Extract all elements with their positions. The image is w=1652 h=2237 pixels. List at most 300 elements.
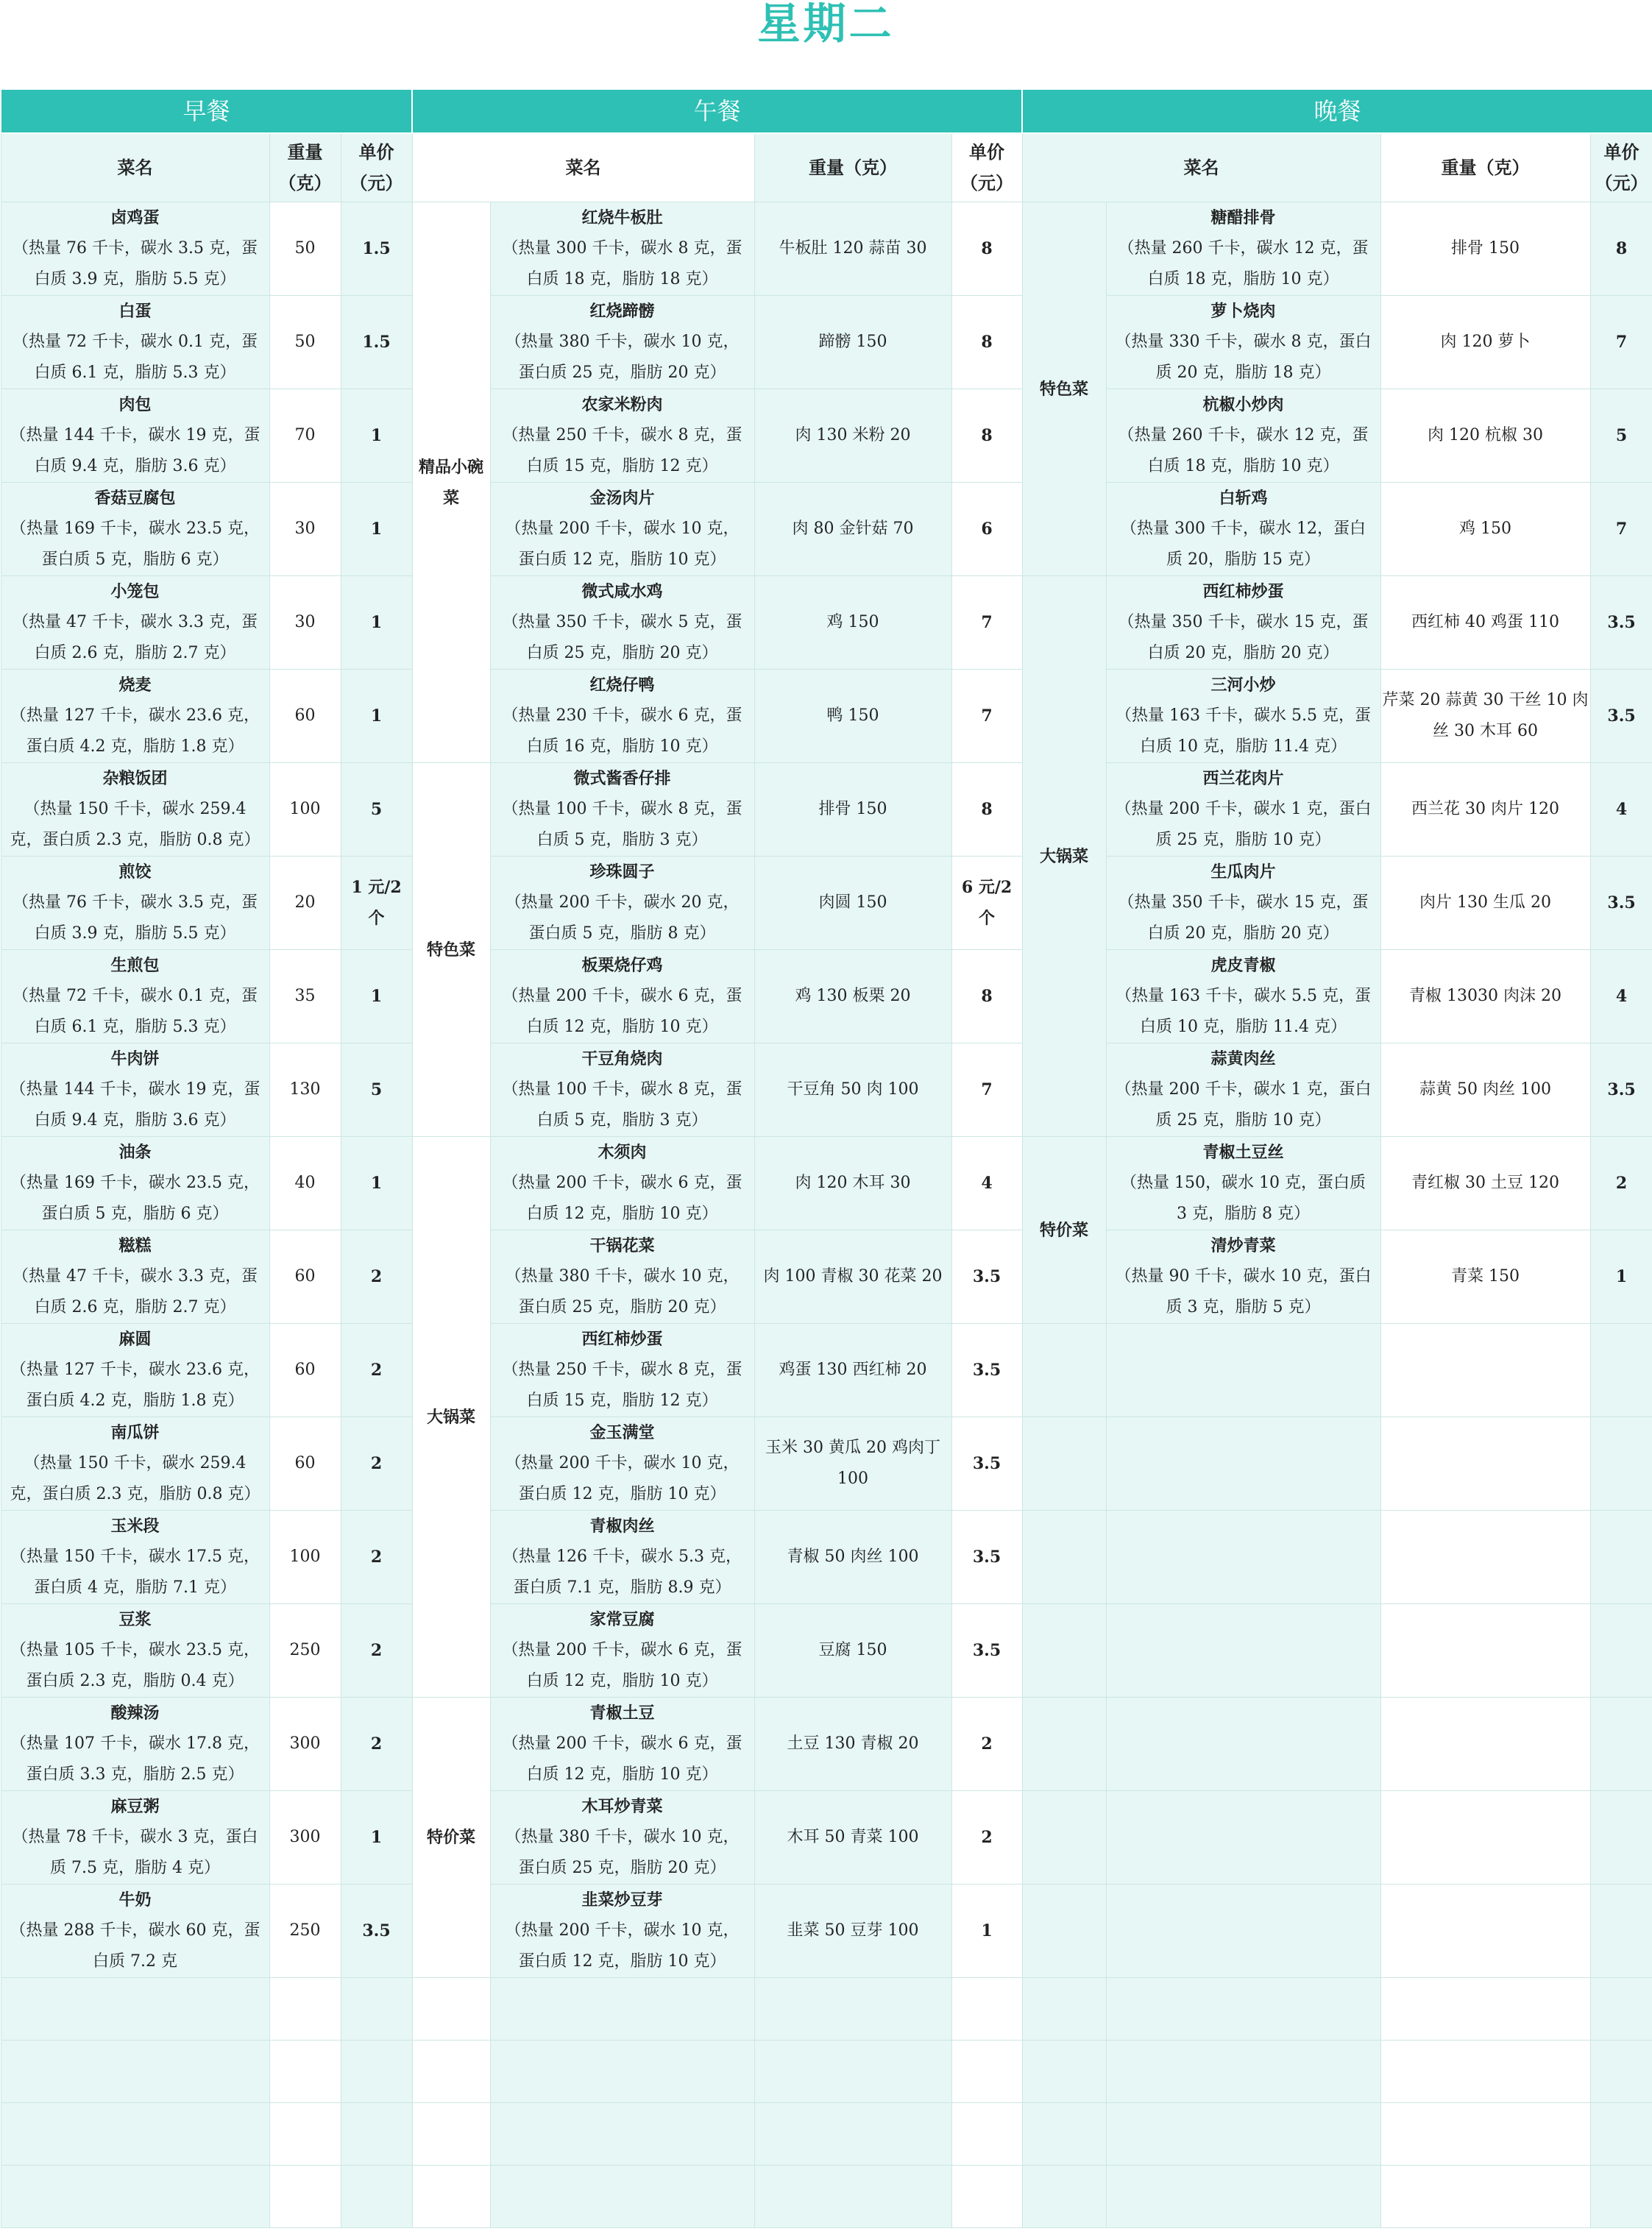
- table-row: [1, 1791, 1652, 1885]
- dish-nutrition: （热量 150，碳水 10 克，蛋白质 3 克，脂肪 8 克）: [1121, 1174, 1366, 1223]
- breakfast-dish: [1, 1324, 269, 1417]
- dinner-empty: [1106, 1324, 1380, 1417]
- dinner-price: 1: [1590, 1230, 1652, 1324]
- breakfast-dish: [1, 1511, 269, 1604]
- breakfast-weight: 40: [269, 1137, 341, 1230]
- breakfast-price: 1: [341, 950, 412, 1043]
- table-row: [1, 763, 1652, 857]
- lunch-dish: [490, 1604, 754, 1698]
- empty-cell: [1, 2103, 269, 2166]
- dinner-empty: [1106, 1604, 1380, 1698]
- table-row: [1, 950, 1652, 1043]
- breakfast-price: 2: [341, 1230, 412, 1324]
- lunch-dish: [490, 670, 754, 763]
- table-row: [1, 202, 1652, 296]
- dinner-empty: [1022, 1604, 1106, 1698]
- dish-nutrition: （热量 200 千卡，碳水 6 克，蛋白质 12 克，脂肪 10 克）: [502, 1641, 742, 1690]
- dinner-weight: 排骨 150: [1380, 202, 1590, 296]
- breakfast-weight: 250: [269, 1885, 341, 1978]
- dish-name: 青椒肉丝: [589, 1517, 655, 1536]
- header-weight: 重量（克）: [1380, 133, 1590, 202]
- dish-name: 蒜黄肉丝: [1210, 1049, 1276, 1068]
- dish-nutrition: （热量 200 千卡，碳水 6 克，蛋白质 12 克，脂肪 10 克）: [502, 1734, 742, 1784]
- dish-nutrition: （热量 350 千卡，碳水 5 克，蛋白质 25 克，脂肪 20 克）: [502, 613, 742, 662]
- dish-nutrition: （热量 144 千卡，碳水 19 克，蛋白质 9.4 克，脂肪 3.6 克）: [10, 426, 260, 475]
- breakfast-weight: 20: [269, 857, 341, 950]
- breakfast-dish: [1, 1604, 269, 1698]
- dinner-weight: 肉 120 萝卜: [1380, 296, 1590, 389]
- dish-nutrition: （热量 200 千卡，碳水 10 克，蛋白质 12 克，脂肪 10 克）: [505, 1454, 740, 1503]
- dinner-weight: 青椒 13030 肉沫 20: [1380, 950, 1590, 1043]
- dinner-weight: 肉片 130 生瓜 20: [1380, 857, 1590, 950]
- dish-nutrition: （热量 380 千卡，碳水 10 克，蛋白质 25 克，脂肪 20 克）: [505, 1828, 740, 1877]
- dish-name: 麻圆: [118, 1330, 152, 1349]
- lunch-weight: 青椒 50 肉丝 100: [754, 1511, 951, 1604]
- dish-name: 香菇豆腐包: [94, 489, 176, 508]
- table-row: [1, 296, 1652, 389]
- dish-nutrition: （热量 126 千卡，碳水 5.3 克，蛋白质 7.1 克，脂肪 8.9 克）: [503, 1548, 742, 1597]
- table-row: [1, 1885, 1652, 1978]
- dinner-dish: [1106, 296, 1380, 389]
- dish-name: 木须肉: [598, 1143, 647, 1162]
- dinner-empty: [1590, 1604, 1652, 1698]
- dish-nutrition: （热量 300 千卡，碳水 12，蛋白质 20，脂肪 15 克）: [1121, 520, 1366, 569]
- dish-name: 三河小炒: [1210, 676, 1276, 695]
- lunch-weight: 土豆 130 青椒 20: [754, 1698, 951, 1791]
- dish-nutrition: （热量 200 千卡，碳水 1 克，蛋白质 25 克，脂肪 10 克）: [1115, 1080, 1372, 1130]
- empty-cell: [1106, 2103, 1380, 2166]
- empty-cell: [341, 2041, 412, 2103]
- breakfast-price: 1.5: [341, 296, 412, 389]
- empty-cell: [412, 2041, 490, 2103]
- dinner-dish: [1106, 389, 1380, 483]
- header-price: 单价（元）: [951, 133, 1022, 202]
- dinner-dish: [1106, 670, 1380, 763]
- dish-nutrition: （热量 76 千卡，碳水 3.5 克，蛋白质 3.9 克，脂肪 5.5 克）: [13, 893, 258, 943]
- dinner-dish: [1106, 1137, 1380, 1230]
- dinner-weight: 芹菜 20 蒜黄 30 干丝 10 肉丝 30 木耳 60: [1380, 670, 1590, 763]
- dinner-dish: [1106, 857, 1380, 950]
- table-row: [1, 670, 1652, 763]
- breakfast-price: 2: [341, 1417, 412, 1511]
- dinner-empty: [1022, 1885, 1106, 1978]
- dish-name: 西红柿炒蛋: [581, 1330, 663, 1349]
- breakfast-price: 1: [341, 576, 412, 670]
- dish-nutrition: （热量 150 千卡，碳水 259.4 克，蛋白质 2.3 克，脂肪 0.8 克）: [10, 1454, 260, 1503]
- table-row: [1, 389, 1652, 483]
- empty-cell: [341, 2166, 412, 2228]
- dish-nutrition: （热量 127 千卡，碳水 23.6 克，蛋白质 4.2 克，脂肪 1.8 克）: [10, 706, 260, 756]
- dish-nutrition: （热量 330 千卡，碳水 8 克，蛋白质 20 克，脂肪 18 克）: [1115, 333, 1372, 382]
- breakfast-dish: [1, 389, 269, 483]
- lunch-dish: [490, 296, 754, 389]
- lunch-weight: 木耳 50 青菜 100: [754, 1791, 951, 1885]
- empty-cell: [341, 1978, 412, 2041]
- dinner-empty: [1590, 1791, 1652, 1885]
- lunch-weight: 肉 120 木耳 30: [754, 1137, 951, 1230]
- lunch-weight: 肉 130 米粉 20: [754, 389, 951, 483]
- dish-name: 干豆角烧肉: [581, 1049, 663, 1068]
- breakfast-price: 2: [341, 1604, 412, 1698]
- lunch-price: 3.5: [951, 1604, 1022, 1698]
- empty-cell: [269, 1978, 341, 2041]
- dish-name: 白蛋: [118, 302, 152, 321]
- lunch-price: 8: [951, 389, 1022, 483]
- lunch-dish: [490, 1230, 754, 1324]
- dish-nutrition: （热量 200 千卡，碳水 10 克，蛋白质 12 克，脂肪 10 克）: [505, 520, 740, 569]
- dinner-empty: [1590, 1511, 1652, 1604]
- dish-nutrition: （热量 260 千卡，碳水 12 克，蛋白质 18 克，脂肪 10 克）: [1118, 426, 1369, 475]
- lunch-dish: [490, 389, 754, 483]
- lunch-weight: 牛板肚 120 蒜苗 30: [754, 202, 951, 296]
- dish-name: 家常豆腐: [589, 1610, 655, 1629]
- table-row: [1, 1511, 1652, 1604]
- empty-cell: [269, 2103, 341, 2166]
- breakfast-weight: 100: [269, 763, 341, 857]
- section-breakfast: 早餐: [1, 89, 412, 133]
- breakfast-price: 3.5: [341, 1885, 412, 1978]
- dinner-weight: 鸡 150: [1380, 483, 1590, 576]
- dinner-empty: [1380, 1324, 1590, 1417]
- dish-name: 微式咸水鸡: [581, 582, 663, 601]
- dish-nutrition: （热量 350 千卡，碳水 15 克，蛋白质 20 克，脂肪 20 克）: [1118, 613, 1369, 662]
- lunch-dish: [490, 763, 754, 857]
- lunch-price: 2: [951, 1791, 1022, 1885]
- table-row: [1, 576, 1652, 670]
- dish-nutrition: （热量 107 千卡，碳水 17.8 克，蛋白质 3.3 克，脂肪 2.5 克）: [10, 1734, 260, 1784]
- breakfast-dish: [1, 950, 269, 1043]
- page-title: 星期二: [757, 0, 895, 49]
- dish-nutrition: （热量 144 千卡，碳水 19 克，蛋白质 9.4 克，脂肪 3.6 克）: [10, 1080, 260, 1130]
- breakfast-dish: [1, 763, 269, 857]
- dish-nutrition: （热量 200 千卡，碳水 6 克，蛋白质 12 克，脂肪 10 克）: [502, 987, 742, 1036]
- breakfast-dish: [1, 296, 269, 389]
- empty-cell: [1590, 1978, 1652, 2041]
- dinner-empty: [1590, 1417, 1652, 1511]
- lunch-weight: 肉圆 150: [754, 857, 951, 950]
- lunch-price: 3.5: [951, 1324, 1022, 1417]
- dinner-empty: [1380, 1604, 1590, 1698]
- lunch-dish: [490, 483, 754, 576]
- lunch-price: 3.5: [951, 1511, 1022, 1604]
- dish-name: 珍珠圆子: [589, 862, 655, 882]
- dinner-dish: [1106, 950, 1380, 1043]
- lunch-dish: [490, 1791, 754, 1885]
- lunch-dish: [490, 576, 754, 670]
- dinner-empty: [1106, 1417, 1380, 1511]
- menu-body: [1, 89, 1652, 2228]
- dinner-price: 3.5: [1590, 576, 1652, 670]
- dish-name: 板栗烧仔鸡: [581, 956, 663, 975]
- lunch-price: 4: [951, 1137, 1022, 1230]
- dish-name: 萝卜烧肉: [1210, 302, 1276, 321]
- empty-cell: [1, 2041, 269, 2103]
- lunch-price: 7: [951, 670, 1022, 763]
- empty-cell: [951, 2166, 1022, 2228]
- dish-name: 金玉满堂: [589, 1423, 655, 1442]
- lunch-weight: 肉 80 金针菇 70: [754, 483, 951, 576]
- dish-name: 油条: [118, 1143, 152, 1162]
- table-row: [1, 1137, 1652, 1230]
- dish-name: 农家米粉肉: [581, 395, 663, 414]
- empty-cell: [269, 2166, 341, 2228]
- table-row: [1, 483, 1652, 576]
- dish-nutrition: （热量 72 千卡，碳水 0.1 克，蛋白质 6.1 克，脂肪 5.3 克）: [13, 987, 258, 1036]
- breakfast-weight: 300: [269, 1791, 341, 1885]
- dinner-weight: 青菜 150: [1380, 1230, 1590, 1324]
- dinner-dish: [1106, 483, 1380, 576]
- lunch-price: 2: [951, 1698, 1022, 1791]
- dinner-dish: [1106, 202, 1380, 296]
- empty-cell: [754, 2103, 951, 2166]
- empty-cell: [1022, 2041, 1106, 2103]
- dish-name: 卤鸡蛋: [110, 208, 160, 227]
- dish-nutrition: （热量 200 千卡，碳水 6 克，蛋白质 12 克，脂肪 10 克）: [502, 1174, 742, 1223]
- empty-cell: [951, 1978, 1022, 2041]
- lunch-price: 1: [951, 1885, 1022, 1978]
- dish-name: 金汤肉片: [589, 489, 655, 508]
- empty-cell: [412, 1978, 490, 2041]
- empty-cell: [754, 2166, 951, 2228]
- empty-cell: [1106, 1978, 1380, 2041]
- dish-nutrition: （热量 169 千卡，碳水 23.5 克，蛋白质 5 克，脂肪 6 克）: [10, 520, 260, 569]
- dinner-empty: [1106, 1885, 1380, 1978]
- lunch-dish: [490, 1324, 754, 1417]
- lunch-category: 特色菜: [412, 763, 490, 1137]
- dinner-empty: [1380, 1885, 1590, 1978]
- dinner-price: 7: [1590, 483, 1652, 576]
- empty-row: [1, 2166, 1652, 2228]
- empty-cell: [341, 2103, 412, 2166]
- dinner-weight: 蒜黄 50 肉丝 100: [1380, 1043, 1590, 1137]
- dinner-dish: [1106, 1043, 1380, 1137]
- dish-name: 韭菜炒豆芽: [581, 1890, 663, 1910]
- dinner-category: 大锅菜: [1022, 576, 1106, 1137]
- dinner-empty: [1022, 1511, 1106, 1604]
- breakfast-weight: 250: [269, 1604, 341, 1698]
- dish-name: 玉米段: [110, 1517, 160, 1536]
- breakfast-weight: 60: [269, 1324, 341, 1417]
- breakfast-price: 2: [341, 1698, 412, 1791]
- dish-nutrition: （热量 200 千卡，碳水 10 克，蛋白质 12 克，脂肪 10 克）: [505, 1921, 740, 1971]
- breakfast-weight: 30: [269, 483, 341, 576]
- dish-name: 西红柿炒蛋: [1202, 582, 1284, 601]
- header-price: 单价（元）: [1590, 133, 1652, 202]
- empty-cell: [1, 1978, 269, 2041]
- dinner-price: 5: [1590, 389, 1652, 483]
- lunch-price: 3.5: [951, 1230, 1022, 1324]
- lunch-category: 特价菜: [412, 1698, 490, 1978]
- dish-nutrition: （热量 163 千卡，碳水 5.5 克，蛋白质 10 克，脂肪 11.4 克）: [1116, 987, 1371, 1036]
- lunch-dish: [490, 950, 754, 1043]
- dish-name: 木耳炒青菜: [581, 1797, 663, 1816]
- dinner-empty: [1380, 1417, 1590, 1511]
- breakfast-weight: 130: [269, 1043, 341, 1137]
- breakfast-price: 1: [341, 389, 412, 483]
- dinner-empty: [1022, 1698, 1106, 1791]
- breakfast-weight: 70: [269, 389, 341, 483]
- breakfast-dish: [1, 1885, 269, 1978]
- dish-nutrition: （热量 300 千卡，碳水 8 克，蛋白质 18 克，脂肪 18 克）: [502, 239, 742, 288]
- dinner-empty: [1590, 1324, 1652, 1417]
- dish-nutrition: （热量 76 千卡，碳水 3.5 克，蛋白质 3.9 克，脂肪 5.5 克）: [13, 239, 258, 288]
- lunch-dish: [490, 1137, 754, 1230]
- breakfast-weight: 300: [269, 1698, 341, 1791]
- table-row: [1, 1417, 1652, 1511]
- dish-name: 生煎包: [110, 956, 160, 975]
- empty-cell: [412, 2103, 490, 2166]
- dish-nutrition: （热量 260 千卡，碳水 12 克，蛋白质 18 克，脂肪 10 克）: [1118, 239, 1369, 288]
- lunch-price: 8: [951, 950, 1022, 1043]
- empty-cell: [1022, 2103, 1106, 2166]
- breakfast-dish: [1, 670, 269, 763]
- lunch-price: 7: [951, 1043, 1022, 1137]
- table-row: [1, 857, 1652, 950]
- dinner-price: 4: [1590, 763, 1652, 857]
- dish-nutrition: （热量 250 千卡，碳水 8 克，蛋白质 15 克，脂肪 12 克）: [502, 426, 742, 475]
- dish-nutrition: （热量 47 千卡，碳水 3.3 克，蛋白质 2.6 克，脂肪 2.7 克）: [13, 613, 258, 662]
- lunch-dish: [490, 1417, 754, 1511]
- dish-nutrition: （热量 150 千卡，碳水 259.4 克，蛋白质 2.3 克，脂肪 0.8 克）: [10, 800, 260, 849]
- lunch-weight: 肉 100 青椒 30 花菜 20: [754, 1230, 951, 1324]
- lunch-dish: [490, 1043, 754, 1137]
- breakfast-weight: 35: [269, 950, 341, 1043]
- lunch-weight: 豆腐 150: [754, 1604, 951, 1698]
- section-dinner: 晚餐: [1022, 89, 1652, 133]
- header-price: 单价（元）: [341, 133, 412, 202]
- dinner-price: 3.5: [1590, 670, 1652, 763]
- breakfast-dish: [1, 1230, 269, 1324]
- lunch-weight: 韭菜 50 豆芽 100: [754, 1885, 951, 1978]
- lunch-price: 8: [951, 763, 1022, 857]
- table-row: [1, 1604, 1652, 1698]
- dish-name: 豆浆: [118, 1610, 152, 1629]
- dish-nutrition: （热量 127 千卡，碳水 23.6 克，蛋白质 4.2 克，脂肪 1.8 克）: [10, 1361, 260, 1410]
- header-weight: 重量（克）: [754, 133, 951, 202]
- empty-cell: [754, 1978, 951, 2041]
- empty-cell: [951, 2041, 1022, 2103]
- dish-name: 干锅花菜: [589, 1236, 655, 1255]
- dish-nutrition: （热量 200 千卡，碳水 20 克，蛋白质 5 克，脂肪 8 克）: [505, 893, 740, 943]
- lunch-price: 6: [951, 483, 1022, 576]
- dish-nutrition: （热量 380 千卡，碳水 10 克，蛋白质 25 克，脂肪 20 克）: [505, 1267, 740, 1316]
- breakfast-dish: [1, 1698, 269, 1791]
- lunch-dish: [490, 1511, 754, 1604]
- dinner-empty: [1106, 1511, 1380, 1604]
- dish-name: 牛奶: [118, 1890, 152, 1910]
- breakfast-price: 1: [341, 1137, 412, 1230]
- header-weight: 重量（克）: [269, 133, 341, 202]
- empty-row: [1, 1978, 1652, 2041]
- breakfast-price: 5: [341, 763, 412, 857]
- empty-cell: [1106, 2166, 1380, 2228]
- dish-name: 麻豆粥: [110, 1797, 160, 1816]
- empty-cell: [490, 1978, 754, 2041]
- breakfast-price: 1 元/2 个: [341, 857, 412, 950]
- breakfast-price: 1: [341, 1791, 412, 1885]
- lunch-weight: 鸭 150: [754, 670, 951, 763]
- dish-nutrition: （热量 169 千卡，碳水 23.5 克，蛋白质 5 克，脂肪 6 克）: [10, 1174, 260, 1223]
- dish-name: 煎饺: [118, 862, 152, 882]
- table-row: [1, 1698, 1652, 1791]
- empty-cell: [1590, 2166, 1652, 2228]
- dish-name: 青椒土豆丝: [1202, 1143, 1284, 1162]
- lunch-dish: [490, 857, 754, 950]
- table-row: [1, 1043, 1652, 1137]
- dish-nutrition: （热量 230 千卡，碳水 6 克，蛋白质 16 克，脂肪 10 克）: [502, 706, 742, 756]
- dish-name: 杭椒小炒肉: [1202, 395, 1284, 414]
- dish-name: 酸辣汤: [110, 1704, 160, 1723]
- breakfast-weight: 30: [269, 576, 341, 670]
- breakfast-dish: [1, 1043, 269, 1137]
- header-name: 菜名: [1022, 133, 1380, 202]
- breakfast-price: 2: [341, 1511, 412, 1604]
- dinner-category: 特价菜: [1022, 1137, 1106, 1324]
- dish-name: 杂粮饭团: [102, 769, 168, 788]
- breakfast-weight: 100: [269, 1511, 341, 1604]
- dish-nutrition: （热量 250 千卡，碳水 8 克，蛋白质 15 克，脂肪 12 克）: [502, 1361, 742, 1410]
- empty-cell: [412, 2166, 490, 2228]
- lunch-weight: 鸡 130 板栗 20: [754, 950, 951, 1043]
- breakfast-price: 5: [341, 1043, 412, 1137]
- breakfast-price: 2: [341, 1324, 412, 1417]
- breakfast-weight: 60: [269, 670, 341, 763]
- dish-nutrition: （热量 380 千卡，碳水 10 克，蛋白质 25 克，脂肪 20 克）: [505, 333, 740, 382]
- empty-cell: [1022, 1978, 1106, 2041]
- empty-cell: [1, 2166, 269, 2228]
- dinner-empty: [1590, 1885, 1652, 1978]
- empty-row: [1, 2041, 1652, 2103]
- dish-name: 牛肉饼: [110, 1049, 160, 1068]
- breakfast-weight: 60: [269, 1417, 341, 1511]
- lunch-dish: [490, 1698, 754, 1791]
- dinner-price: 2: [1590, 1137, 1652, 1230]
- breakfast-price: 1.5: [341, 202, 412, 296]
- dish-name: 红烧蹄髈: [589, 302, 655, 321]
- dinner-empty: [1380, 1791, 1590, 1885]
- lunch-weight: 排骨 150: [754, 763, 951, 857]
- lunch-price: 6 元/2 个: [951, 857, 1022, 950]
- empty-cell: [1590, 2103, 1652, 2166]
- dish-name: 清炒青菜: [1210, 1236, 1276, 1255]
- breakfast-price: 1: [341, 670, 412, 763]
- dish-name: 虎皮青椒: [1210, 956, 1276, 975]
- dinner-weight: 西兰花 30 肉片 120: [1380, 763, 1590, 857]
- lunch-price: 8: [951, 296, 1022, 389]
- menu-table: [0, 88, 1652, 2228]
- dish-nutrition: （热量 350 千卡，碳水 15 克，蛋白质 20 克，脂肪 20 克）: [1118, 893, 1369, 943]
- lunch-dish: [490, 202, 754, 296]
- empty-cell: [1380, 2166, 1590, 2228]
- breakfast-price: 1: [341, 483, 412, 576]
- dinner-weight: 青红椒 30 土豆 120: [1380, 1137, 1590, 1230]
- header-name: 菜名: [1, 133, 269, 202]
- breakfast-dish: [1, 483, 269, 576]
- dish-name: 糖醋排骨: [1210, 208, 1276, 227]
- dish-name: 小笼包: [110, 582, 160, 601]
- dinner-empty: [1106, 1791, 1380, 1885]
- lunch-weight: 蹄髈 150: [754, 296, 951, 389]
- breakfast-weight: 50: [269, 296, 341, 389]
- dish-name: 青椒土豆: [589, 1704, 655, 1723]
- dinner-empty: [1590, 1698, 1652, 1791]
- dish-nutrition: （热量 105 千卡，碳水 23.5 克，蛋白质 2.3 克，脂肪 0.4 克）: [10, 1641, 260, 1690]
- empty-cell: [490, 2166, 754, 2228]
- breakfast-dish: [1, 857, 269, 950]
- lunch-price: 7: [951, 576, 1022, 670]
- lunch-weight: 鸡蛋 130 西红柿 20: [754, 1324, 951, 1417]
- breakfast-dish: [1, 202, 269, 296]
